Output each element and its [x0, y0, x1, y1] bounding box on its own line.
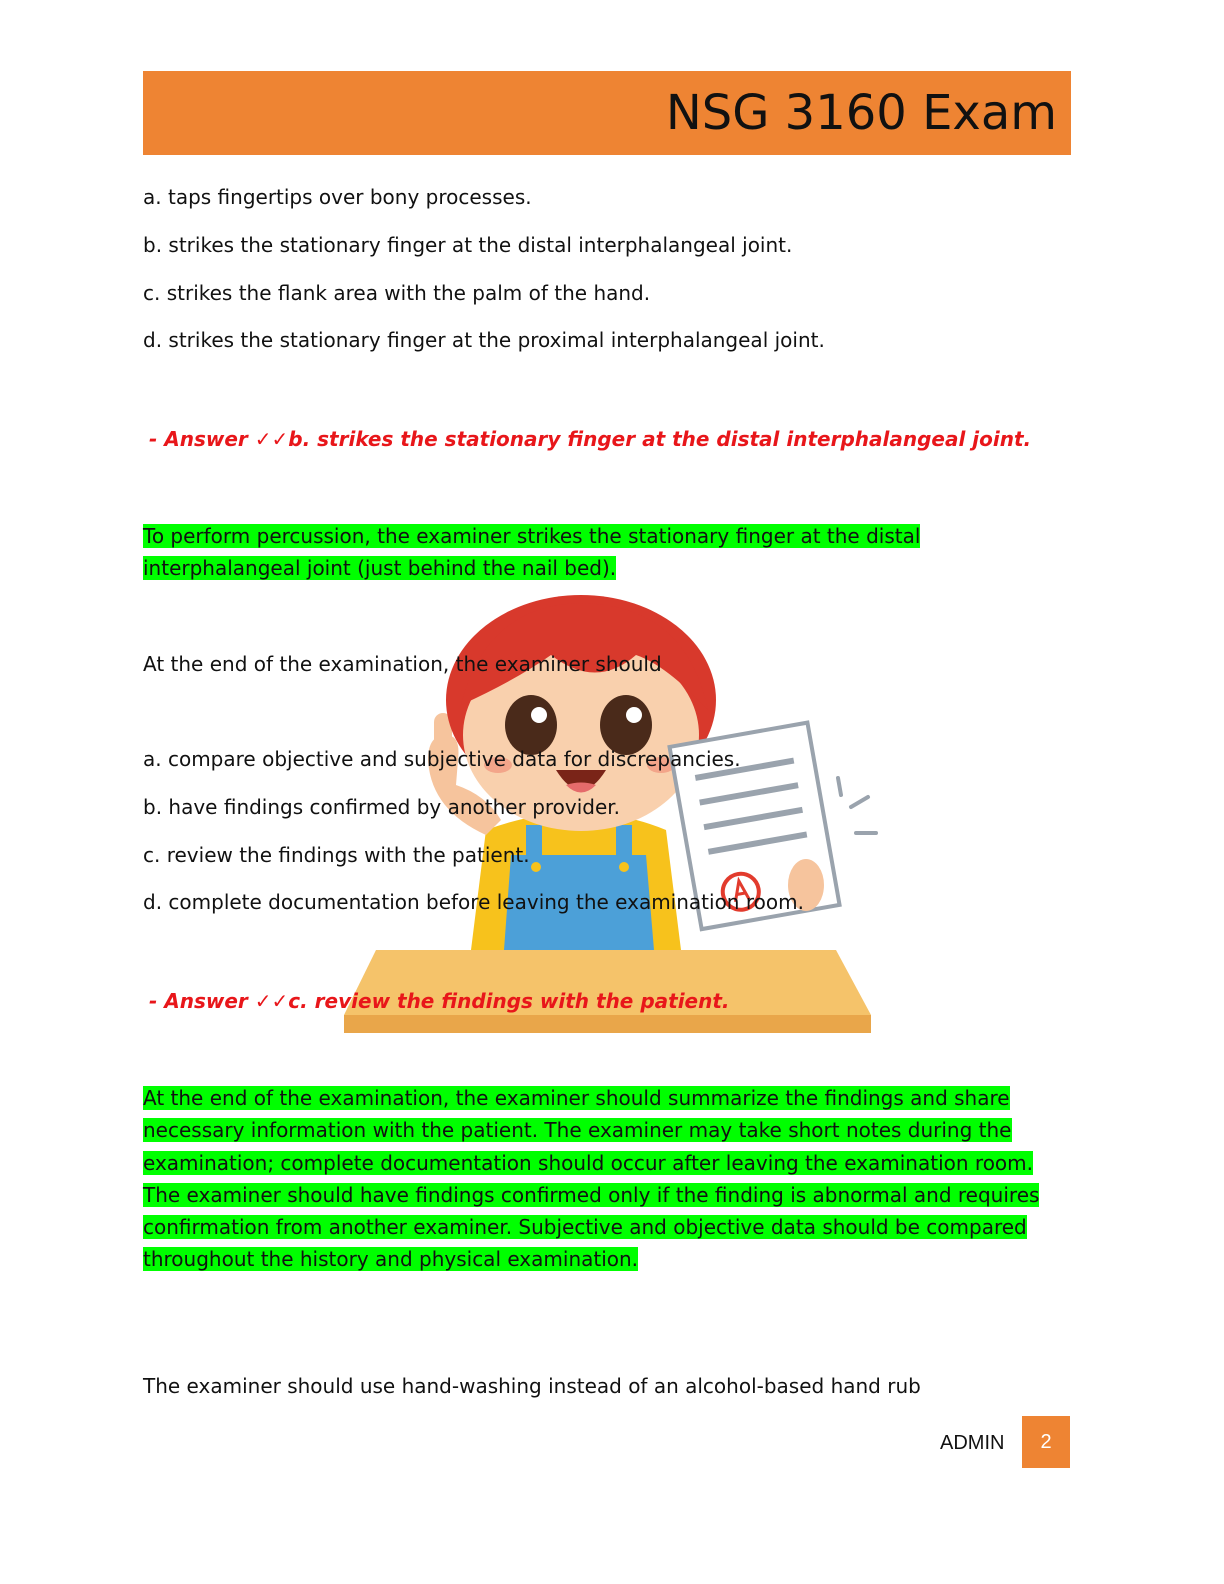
q2-rationale-text: At the end of the examination, the examiner should summarize the findings and share necessary information with the patient. The examiner may take short notes during the examination; complete documentation should occur after leaving the examination room. The examiner should have findings confirmed only if the finding is abnormal and requires confirmation from another examiner. Subjective and objective data should be compared throughout the history and physical examination. [143, 1086, 1040, 1272]
page-header [143, 71, 1071, 155]
q1-answer: - Answer ✓✓b. strikes the stationary finger at the distal interphalangeal joint. [149, 427, 1032, 451]
q1-option-d: d. strikes the stationary finger at the proximal interphalangeal joint. [143, 328, 825, 352]
q1-rationale [143, 520, 1068, 585]
exam-title: NSG 3160 Exam [665, 85, 1057, 141]
q2-option-c: c. review the findings with the patient. [143, 843, 530, 867]
q2-answer: - Answer ✓✓c. review the findings with the patient. [149, 989, 730, 1013]
q2-option-a: a. compare objective and subjective data for discrepancies. [143, 747, 741, 771]
q1-rationale-text: To perform percussion, the examiner strikes the stationary finger at the distal interphalangeal joint (just behind the nail bed). [143, 524, 921, 581]
q2-option-d: d. complete documentation before leaving the examination room. [143, 890, 804, 914]
q2-question: At the end of the examination, the examiner should [143, 652, 662, 676]
q1-option-c: c. strikes the flank area with the palm of the hand. [143, 281, 651, 305]
q2-option-b: b. have findings confirmed by another provider. [143, 795, 621, 819]
q3-question: The examiner should use hand-washing instead of an alcohol-based hand rub [143, 1374, 921, 1398]
q1-option-b: b. strikes the stationary finger at the distal interphalangeal joint. [143, 233, 793, 257]
q2-rationale [143, 1082, 1068, 1276]
footer-author: ADMIN [940, 1432, 1005, 1454]
page-number: 2 [1022, 1416, 1070, 1468]
q1-option-a: a. taps fingertips over bony processes. [143, 185, 532, 209]
